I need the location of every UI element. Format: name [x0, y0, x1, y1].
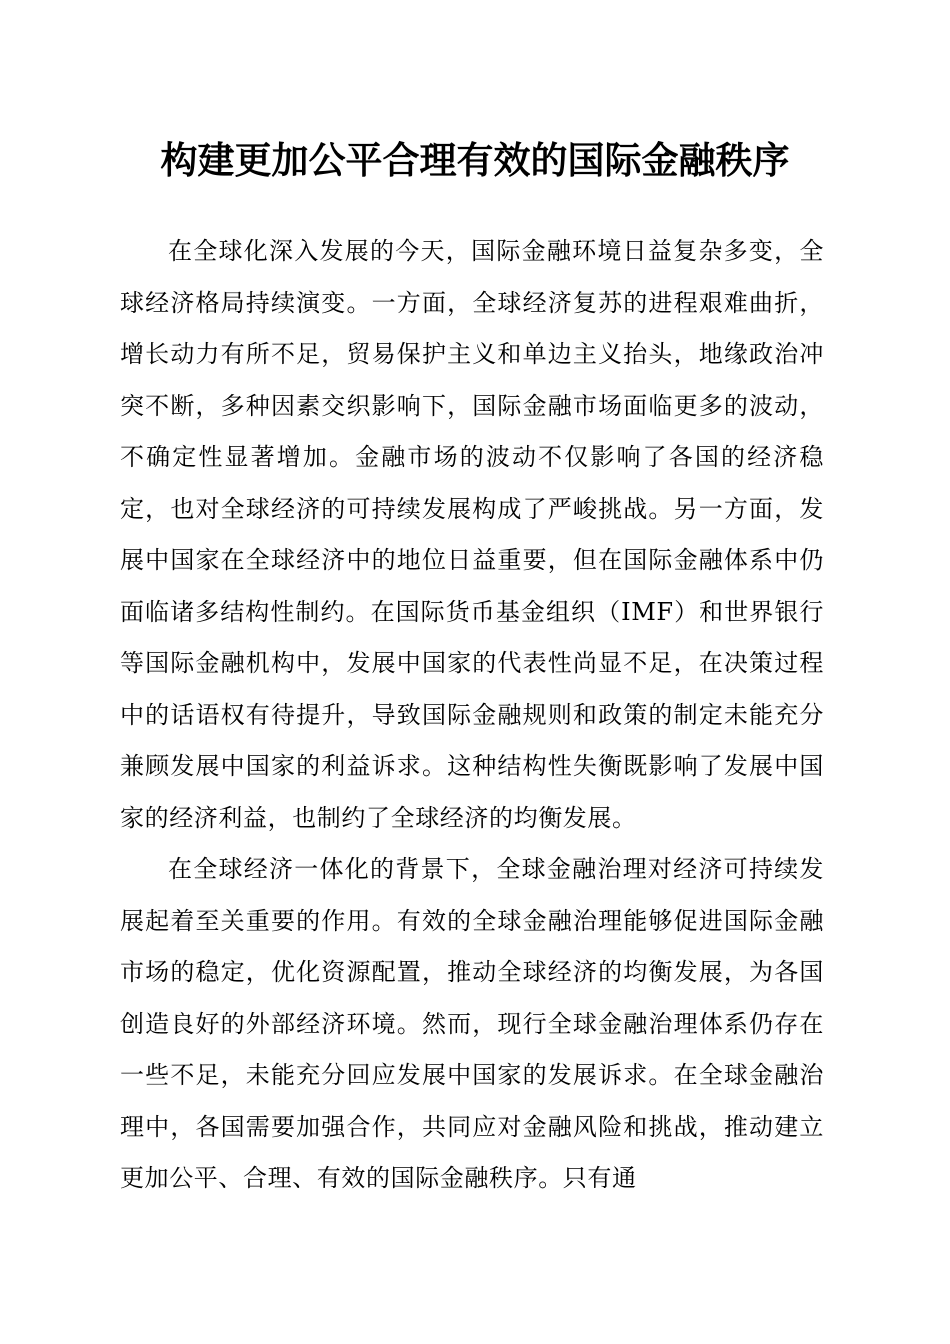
document-body [120, 226, 824, 1205]
paragraph-2: 在全球经济一体化的背景下，全球金融治理对经济可持续发展起着至关重要的作用。有效的全球金融治理能够促进国际金融市场的稳定，优化资源配置，推动全球经济的均衡发展，为各国创造良好的外部经济环境。然而，现行全球金融治理体系仍存在一些不足，未能充分回应发展中国家的发展诉求。在全球金融治理中，各国需要加强合作，共同应对金融风险和挑战，推动建立更加公平、合理、有效的国际金融秩序。只有通 [120, 855, 824, 1192]
document-title: 构建更加公平合理有效的国际金融秩序 [160, 138, 790, 182]
paragraph-1: 在全球化深入发展的今天，国际金融环境日益复杂多变，全球经济格局持续演变。一方面，全球经济复苏的进程艰难曲折，增长动力有所不足，贸易保护主义和单边主义抬头，地缘政治冲突不断，多种因素交织影响下，国际金融市场面临更多的波动，不确定性显著增加。金融市场的波动不仅影响了各国的经济稳定，也对全球经济的可持续发展构成了严峻挑战。另一方面，发展中国家在全球经济中的地位日益重要，但在国际金融体系中仍面临诸多结构性制约。在国际货币基金组织（IMF）和世界银行等国际金融机构中，发展中国家的代表性尚显不足，在决策过程中的话语权有待提升，导致国际金融规则和政策的制定未能充分兼顾发展中国家的利益诉求。这种结构性失衡既影响了发展中国家的经济利益，也制约了全球经济的均衡发展。 [120, 237, 824, 832]
